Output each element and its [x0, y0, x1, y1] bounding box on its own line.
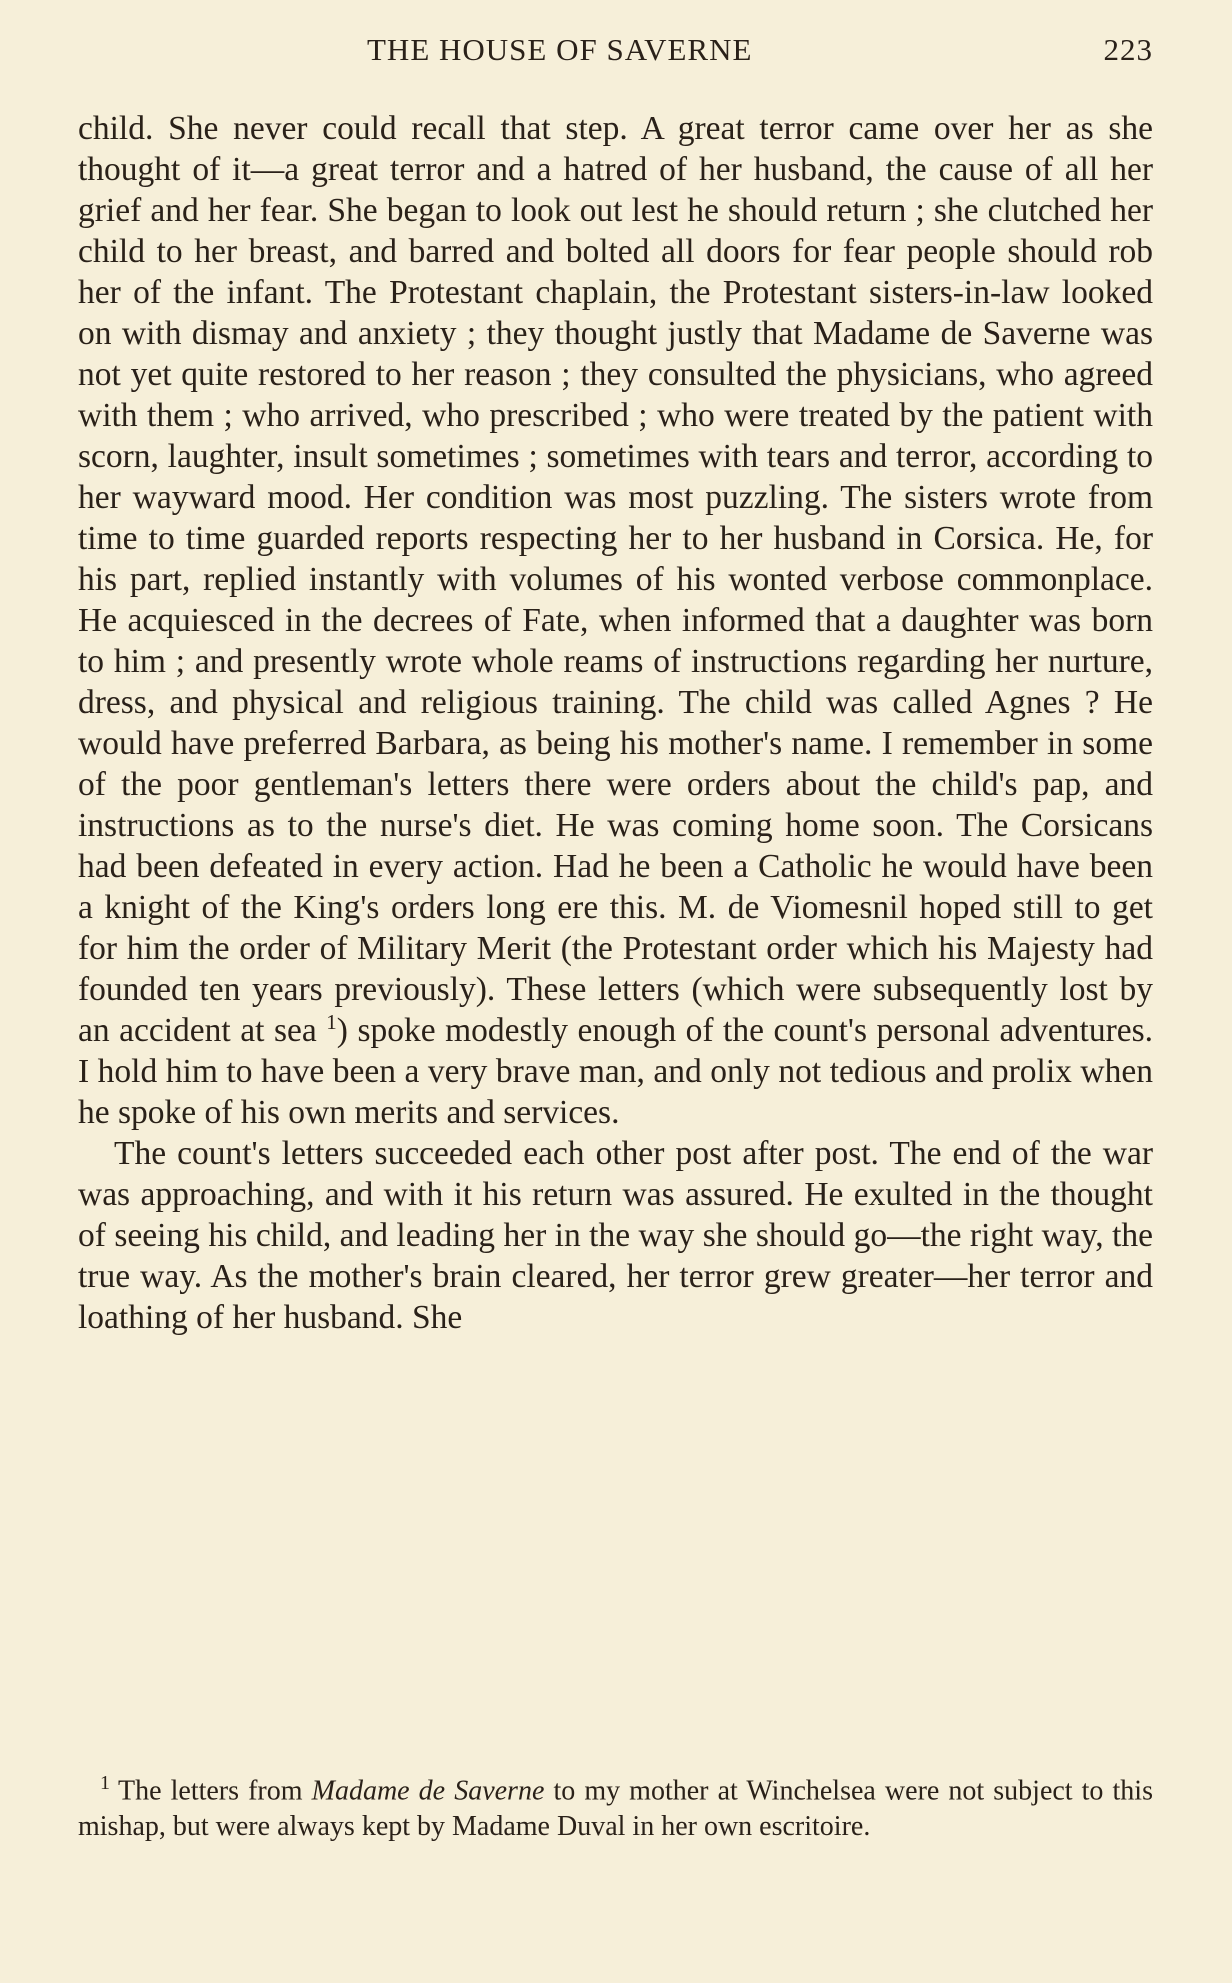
- page-number: 223: [1103, 32, 1153, 67]
- paragraph-1-text: child. She never could recall that step. A great terror came over her as she thought of it—a great terror and a hatred of her husband, the cause of all her grief and her fear. She began to look out lest he should return ; she clutched her child to her breast, and barred and bolted all doors for fear people should rob her of the infant. The Protestant chaplain, the Protestant sisters-in-law looked on with dismay and anxiety ; they thought justly that Madame de Saverne was not yet quite restored to her reason ; they consulted the physicians, who agreed with them ; who arrived, who prescribed ; who were treated by the patient with scorn, laughter, insult sometimes ; sometimes with tears and terror, according to her wayward mood. Her condition was most puzzling. The sisters wrote from time to time guarded reports respecting her to her husband in Corsica. He, for his part, replied instantly with volumes of his wonted verbose commonplace. He acquiesced in the decrees of Fate, when informed that a daughter was born to him ; and presently wrote whole reams of instructions regarding her nurture, dress, and physical and religious training. The child was called Agnes ? He would have preferred Barbara, as being his mother's name. I remember in some of the poor gentleman's letters there were orders about the child's pap, and instructions as to the nurse's diet. He was coming home soon. The Corsicans had been defeated in every action. Had he been a Catholic he would have been a knight of the King's orders long ere this. M. de Viomesnil hoped still to get for him the order of Military Merit (the Protestant order which his Majesty had founded ten years previously). These letters (which were subsequently lost by an accident at sea: [78, 110, 1153, 1049]
- footnote-reference-mark: 1: [326, 1009, 337, 1034]
- paragraph-1-continuation: ) spoke modestly enough of the count's personal adventures. I hold him to have been a very brave man, and only not tedious and prolix when he spoke of his own merits and services.: [78, 1012, 1154, 1131]
- footnote-text-start: The letters from: [118, 1775, 312, 1807]
- footnote-italic-title: Madame de Saverne: [311, 1775, 545, 1807]
- running-title: THE HOUSE OF SAVERNE: [367, 32, 753, 67]
- paragraph-1: [78, 108, 1153, 1133]
- body-text: [78, 108, 1153, 1338]
- running-head: [78, 32, 1153, 74]
- footnote-text-end: to my mother at Winchelsea were not subject to this mishap, but were always kept by Madame Duval in her own escritoire.: [78, 1775, 1153, 1843]
- paragraph-2: The count's letters succeeded each other post after post. The end of the war was approaching, and with it his return was assured. He exulted in the thought of seeing his child, and leading her in the way she should go—the right way, the true way. As the mother's brain cleared, her terror grew greater—her terror and loathing of her husband. She: [78, 1135, 1153, 1336]
- footnote-marker: 1: [100, 1772, 110, 1794]
- footnote: [78, 1765, 1153, 1845]
